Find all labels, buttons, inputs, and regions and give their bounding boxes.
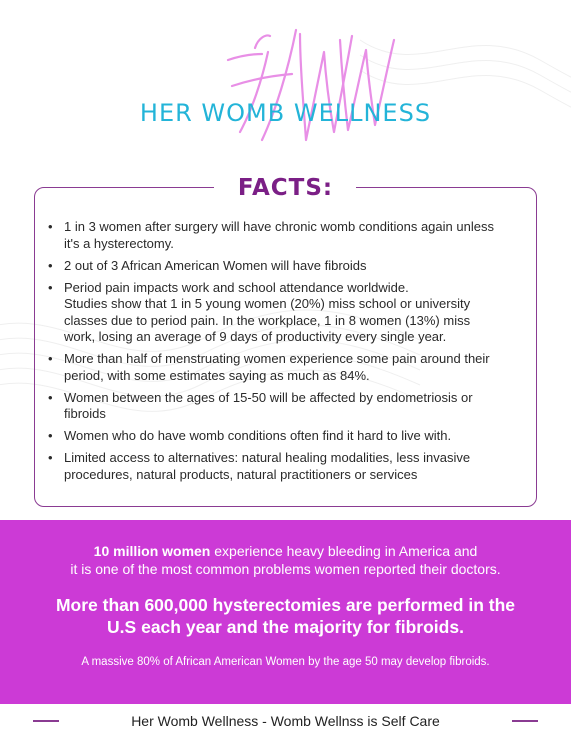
bullet-icon: • xyxy=(48,428,53,443)
hysterectomy-headline: More than 600,000 hysterectomies are performed in the U.S each year and the majority for fibroids. xyxy=(55,595,516,637)
list-item: • Women who do have womb conditions often find it hard to live with. xyxy=(48,428,452,443)
footer-rule-right xyxy=(512,720,538,722)
bullet-icon: • xyxy=(48,279,53,295)
list-item: • Women between the ages of 15-50 will be affected by endometriosis or fibroids xyxy=(48,389,473,421)
hww-monogram-icon xyxy=(0,0,571,170)
brand-logo xyxy=(0,0,571,170)
list-item: • 1 in 3 women after surgery will have chronic womb conditions again unless it's a hysterectomy. xyxy=(48,219,494,251)
brand-name: HER WOMB WELLNESS xyxy=(139,99,432,127)
bullet-icon: • xyxy=(48,351,53,366)
list-item: • Period pain impacts work and school attendance worldwide. Studies show that 1 in 5 young women (20%) miss school or university classes due to period pain. In the workplace, 1 in 8 women (13%) miss work, losing an average of 9 days of productivity every single year. xyxy=(48,279,471,344)
bullet-icon: • xyxy=(48,257,53,273)
fibroids-note: A massive 80% of African American Women by the age 50 may develop fibroids. xyxy=(81,656,490,668)
bullet-icon: • xyxy=(48,219,53,234)
bleeding-stat-bold: 10 million women xyxy=(93,543,211,559)
bullet-icon: • xyxy=(48,389,53,405)
list-item: • Limited access to alternatives: natural healing modalities, less invasive procedures, natural products, natural practitioners or services xyxy=(48,450,471,482)
list-item: • More than half of menstruating women experience some pain around their period, with some estimates saying as much as 84%. xyxy=(48,351,490,383)
bullet-icon: • xyxy=(48,450,53,465)
list-item: • 2 out of 3 African American Women will have fibroids xyxy=(48,257,367,273)
footer-tagline: Her Womb Wellness - Womb Wellnss is Self Care xyxy=(131,713,440,729)
facts-list xyxy=(44,219,514,489)
facts-heading: FACTS: xyxy=(237,175,334,201)
bleeding-stat: 10 million women experience heavy bleeding in America and it is one of the most common problems women reported their doctors. xyxy=(70,543,501,577)
